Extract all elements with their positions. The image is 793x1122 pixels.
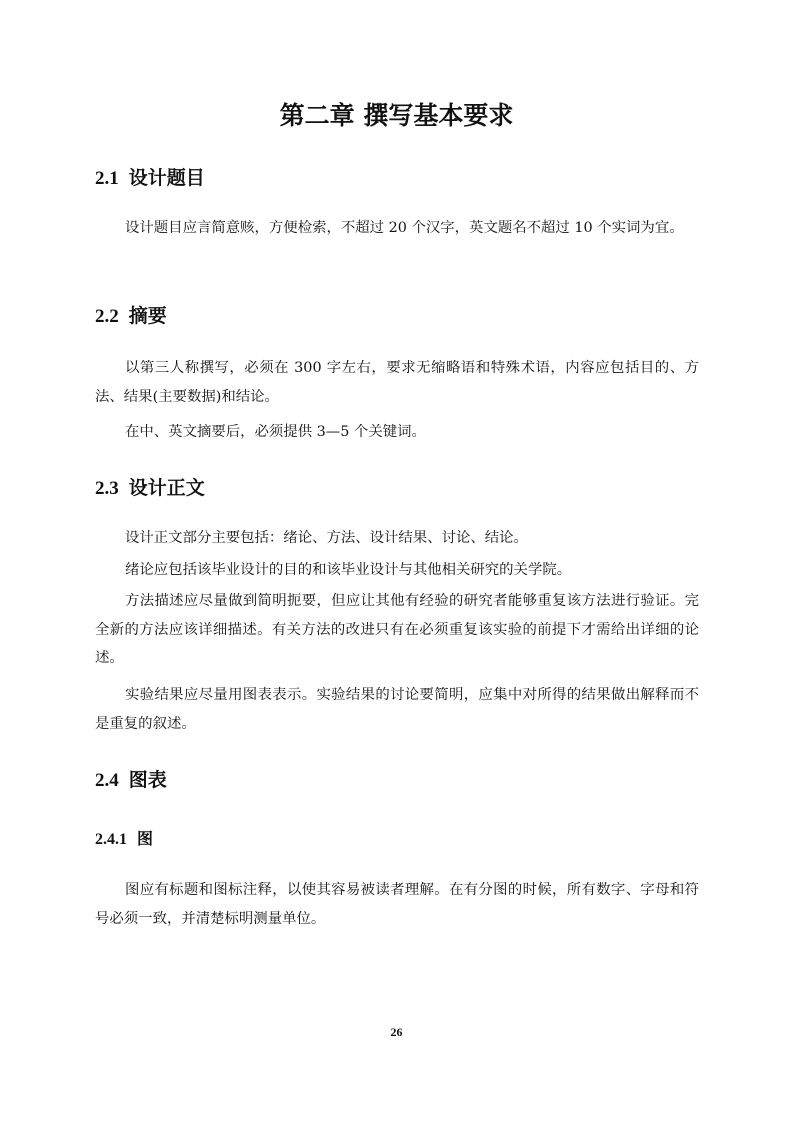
section-heading-2-1 bbox=[95, 165, 205, 192]
paragraph: 实验结果应尽量用图表表示。实验结果的讨论要简明，应集中对所得的结果做出解释而不是重复的叙述。 bbox=[95, 687, 699, 732]
section-heading-2-2 bbox=[95, 303, 167, 330]
section-title: 设计正文 bbox=[128, 477, 205, 499]
section-number: 2.1 bbox=[95, 168, 119, 189]
paragraph: 方法描述应尽量做到简明扼要，但应让其他有经验的研究者能够重复该方法进行验证。完全新的方法应该详细描述。有关方法的改进只有在必须重复该实验的前提下才需给出详细的论述。 bbox=[95, 593, 699, 666]
section-title: 摘要 bbox=[128, 305, 167, 327]
paragraph: 在中、英文摘要后，必须提供 3—5 个关键词。 bbox=[125, 424, 426, 440]
section-number: 2.3 bbox=[95, 478, 119, 499]
paragraph: 绪论应包括该毕业设计的目的和该毕业设计与其他相关研究的关学院。 bbox=[125, 562, 572, 578]
paragraph: 设计题目应言简意赅，方便检索，不超过 20 个汉字，英文题名不超过 10 个实词为宜。 bbox=[125, 220, 684, 236]
section-title: 设计题目 bbox=[128, 167, 205, 189]
page-number: 26 bbox=[390, 1025, 403, 1039]
chapter-title: 第二章 撰写基本要求 bbox=[279, 101, 514, 130]
section-number: 2.2 bbox=[95, 306, 119, 327]
paragraph: 设计正文部分主要包括：绪论、方法、设计结果、讨论、结论。 bbox=[125, 530, 528, 546]
section-number: 2.4 bbox=[95, 770, 119, 791]
subsection-number: 2.4.1 bbox=[95, 831, 127, 848]
subsection-heading-2-4-1 bbox=[95, 828, 153, 851]
subsection-title: 图 bbox=[137, 829, 154, 848]
paragraph: 以第三人称撰写，必须在 300 字左右，要求无缩略语和特殊术语，内容应包括目的、方法、结果(主要数据)和结论。 bbox=[95, 360, 699, 405]
section-title: 图表 bbox=[128, 769, 167, 791]
paragraph: 图应有标题和图标注释，以使其容易被读者理解。在有分图的时候，所有数字、字母和符号必须一致，并清楚标明测量单位。 bbox=[95, 882, 699, 927]
section-heading-2-3 bbox=[95, 475, 205, 502]
section-heading-2-4 bbox=[95, 767, 167, 794]
